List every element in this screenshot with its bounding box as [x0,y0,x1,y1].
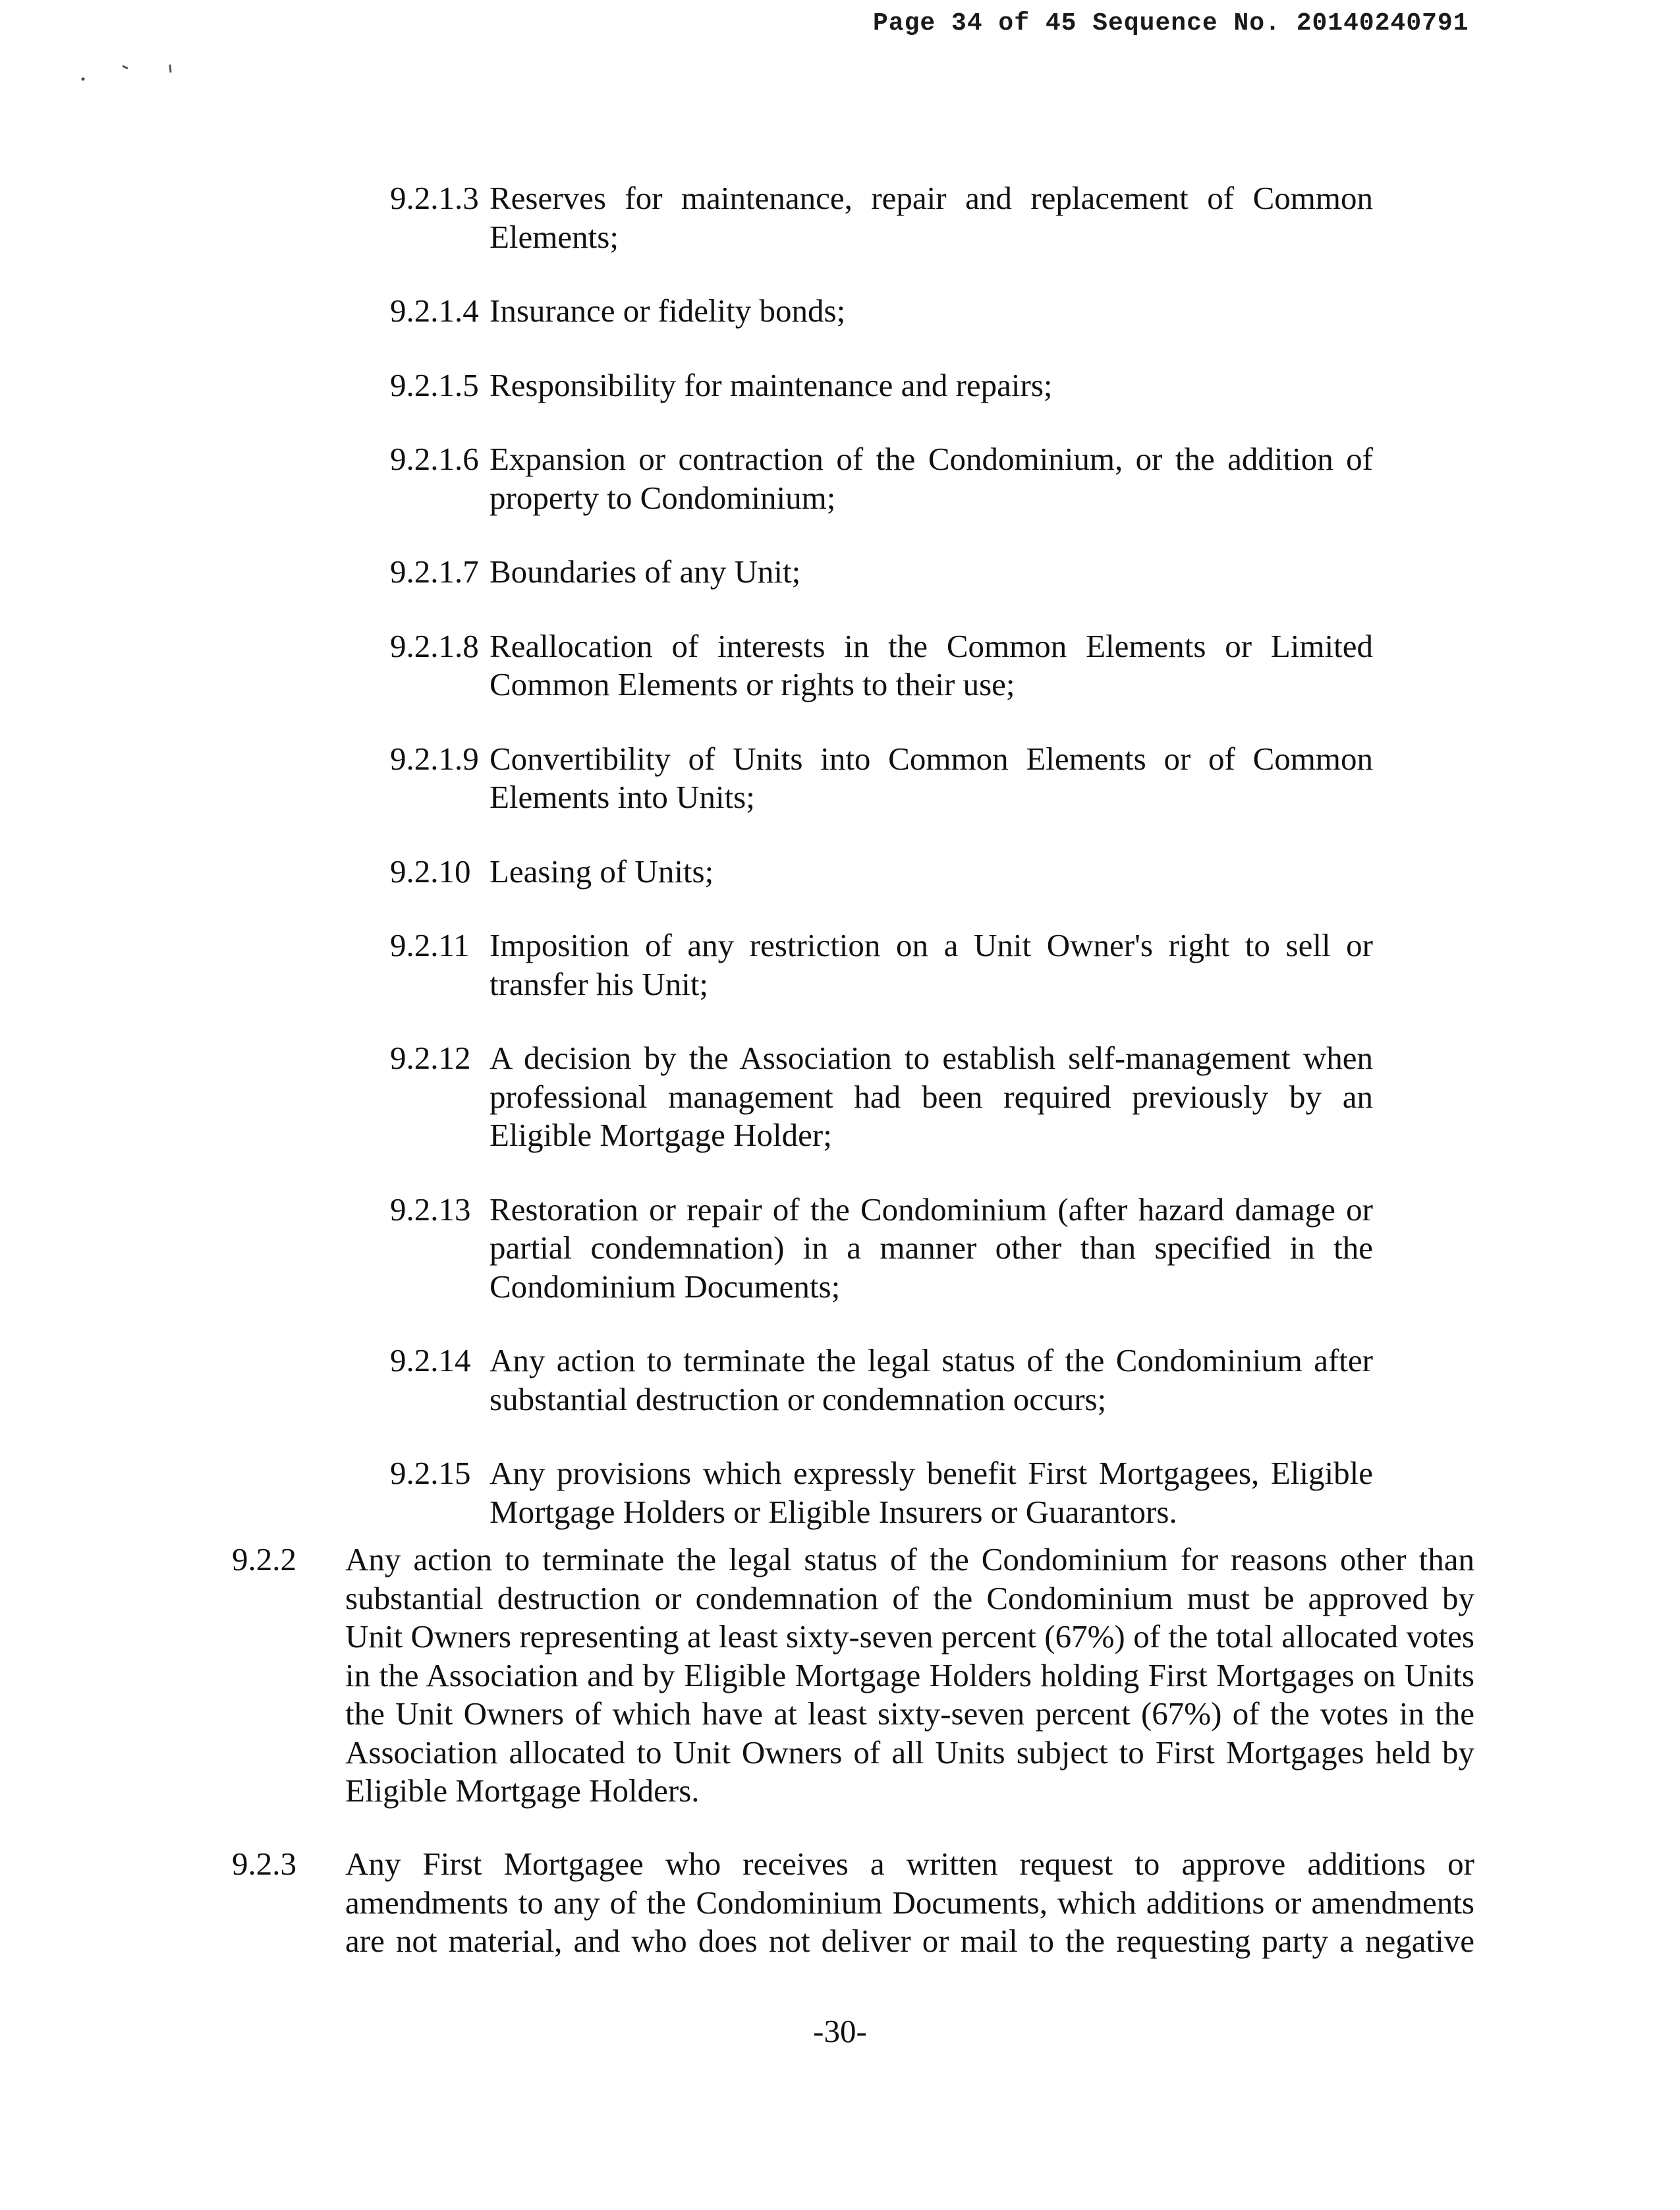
item-number: 9.2.10 [390,853,471,890]
scan-specks [78,59,183,86]
list-item [390,1191,1373,1307]
item-number: 9.2.1.4 [390,293,479,329]
item-number: 9.2.1.5 [390,366,479,403]
section-text: Any First Mortgagee who receives a written request to approve additions or amendments to any of the Condominium Documents, which additions or amendments are not material, and who does not deliver or mail to the requesting party a negative [345,1846,1474,1959]
list-item [390,179,1373,256]
item-number: 9.2.14 [390,1342,471,1378]
sub-item-list [390,179,1373,1567]
section-number: 9.2.2 [232,1541,296,1577]
item-text: Imposition of any restriction on a Unit Owner's right to sell or transfer his Unit; [490,927,1373,1002]
item-text: Leasing of Units; [490,853,714,890]
section-item [232,1541,1474,1811]
item-number: 9.2.15 [390,1455,471,1491]
list-item [390,853,1373,892]
item-number: 9.2.1.3 [390,180,479,216]
item-text: Convertibility of Units into Common Elements or of Common Elements into Units; [490,740,1373,815]
item-number: 9.2.1.7 [390,553,479,590]
list-item [390,926,1373,1004]
item-text: Any action to terminate the legal status of the Condominium after substantial destruction or condemnation occurs; [490,1342,1373,1417]
item-text: Boundaries of any Unit; [490,553,801,590]
item-text: Insurance or fidelity bonds; [490,293,846,329]
item-text: Reallocation of interests in the Common Elements or Limited Common Elements or rights to their use; [490,627,1373,702]
list-item [390,1342,1373,1419]
item-text: Reserves for maintenance, repair and replacement of Common Elements; [490,180,1373,255]
list-item [390,1039,1373,1155]
section-number: 9.2.3 [232,1846,296,1882]
list-item [390,627,1373,704]
list-item [390,292,1373,331]
item-text: Restoration or repair of the Condominium (after hazard damage or partial condemnation) in a manner other than specified in the Condominium Documents; [490,1191,1373,1305]
item-number: 9.2.1.8 [390,627,479,664]
list-item [390,1454,1373,1531]
item-number: 9.2.1.9 [390,740,479,777]
page-header: Page 34 of 45 Sequence No. 20140240791 [873,9,1469,38]
section-text: Any action to terminate the legal status of the Condominium for reasons other than substantial destruction or condemnation of the Condominium must be approved by Unit Owners representing at least sixty-seven percent (67%) of the total allocated votes in the Association and by Eligible Mortgage Holders holding First Mortgages on Units the Unit Owners of which have at least sixty-seven percent (67%) of the votes in the Association allocated to Unit Owners of all Units subject to First Mortgages held by Eligible Mortgage Holders. [345,1541,1474,1809]
item-number: 9.2.12 [390,1040,471,1076]
item-text: Expansion or contraction of the Condominium, or the addition of property to Condominium; [490,441,1373,516]
item-text: A decision by the Association to establish self-management when professional management had been required previously by an Eligible Mortgage Holder; [490,1040,1373,1153]
list-item [390,553,1373,592]
section-item [232,1845,1474,1961]
item-number: 9.2.11 [390,927,470,963]
list-item [390,440,1373,517]
item-text: Responsibility for maintenance and repairs; [490,366,1053,403]
list-item [390,740,1373,817]
item-text: Any provisions which expressly benefit First Mortgagees, Eligible Mortgage Holders or Eligible Insurers or Guarantors. [490,1455,1373,1530]
list-item [390,366,1373,405]
page-number: -30- [813,2013,867,2049]
item-number: 9.2.1.6 [390,441,479,477]
item-number: 9.2.13 [390,1191,471,1228]
